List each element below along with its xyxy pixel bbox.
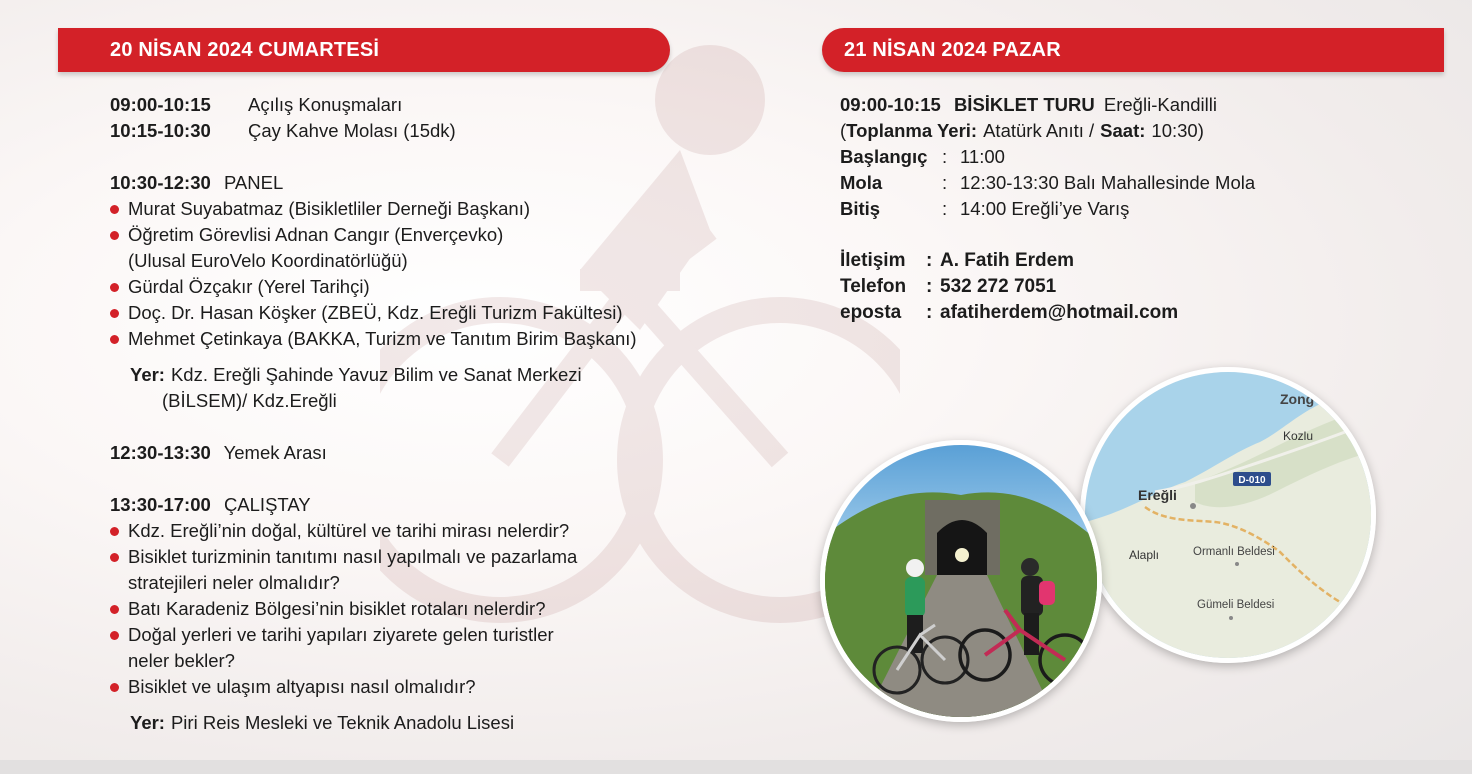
map-label-zonguldak: Zong [1280, 391, 1315, 407]
row-label: Bitiş [840, 198, 881, 219]
schedule-text: Açılış Konuşmaları [248, 94, 403, 115]
eregli-marker [1190, 503, 1196, 509]
lunch-text: Yemek Arası [223, 442, 327, 463]
workshop-questions [110, 518, 750, 700]
panel-header [110, 170, 750, 196]
route-map [1080, 367, 1376, 663]
schedule-row [110, 118, 750, 144]
day2-program [840, 92, 1440, 326]
contact-row-phone [840, 274, 1440, 300]
contact-sep: : [926, 250, 933, 271]
tour-header [840, 92, 1440, 118]
day1-banner: 20 NİSAN 2024 CUMARTESİ [58, 28, 670, 72]
tour-row-start [840, 144, 1440, 170]
contact-sep: : [926, 276, 933, 297]
tour-route: Ereğli-Kandilli [1103, 94, 1217, 115]
gather-time-label: Saat: [1100, 120, 1146, 141]
map-label-ormanli: Ormanlı Beldesi [1193, 546, 1275, 558]
list-item: Bisiklet ve ulaşım altyapısı nasıl olmalıdır? [110, 674, 750, 700]
list-item: Doç. Dr. Hasan Köşker (ZBEÜ, Kdz. Ereğli Turizm Fakültesi) [110, 300, 750, 326]
ormanli-marker [1235, 562, 1239, 566]
schedule-note: (15dk) [403, 120, 456, 141]
row-sep: : [942, 172, 948, 193]
tour-title: BİSİKLET TURU [953, 94, 1095, 115]
photo-svg [825, 445, 1097, 717]
venue-line2: (BİLSEM)/ Kdz.Ereğli [162, 390, 337, 411]
tunnel-opening [937, 520, 987, 575]
schedule-text: Çay Kahve Molası [248, 120, 399, 141]
list-item: Bisiklet turizminin tanıtımı nasıl yapılmalı ve pazarlama [110, 544, 750, 570]
list-item: Doğal yerleri ve tarihi yapıları ziyarete gelen turistler [110, 622, 750, 648]
workshop-title: ÇALIŞTAY [223, 494, 311, 515]
venue-text: Piri Reis Mesleki ve Teknik Anadolu Lisesi [170, 712, 515, 733]
schedule-time: 09:00-10:15 [110, 94, 211, 115]
tour-row-break [840, 170, 1440, 196]
row-value: 14:00 Ereğli’ye Varış [960, 198, 1130, 219]
venue-label: Yer: [130, 712, 165, 733]
workshop-venue [110, 710, 750, 736]
list-item: Mehmet Çetinkaya (BAKKA, Turizm ve Tanıtım Birim Başkanı) [110, 326, 750, 352]
venue-line1: Kdz. Ereğli Şahinde Yavuz Bilim ve Sanat Merkezi [170, 364, 582, 385]
map-label-eregli: Ereğli [1138, 487, 1177, 503]
gumeli-marker [1229, 616, 1233, 620]
map-svg [1085, 372, 1371, 658]
email-address[interactable]: afatiherdem@hotmail.com [940, 302, 1179, 323]
list-item-continued: stratejileri neler olmalıdır? [128, 572, 340, 593]
contact-sep: : [926, 302, 933, 323]
road-badge [1233, 472, 1271, 486]
day1-program [110, 92, 750, 736]
contact-row-name [840, 248, 1440, 274]
panel-venue [110, 362, 750, 388]
contact-label: Telefon [840, 276, 907, 297]
gather-time: 10:30) [1151, 120, 1204, 141]
footer-band [0, 760, 1472, 774]
row-label: Başlangıç [840, 146, 928, 167]
tour-row-end [840, 196, 1440, 222]
gather-place: Atatürk Anıtı / [983, 120, 1095, 141]
lunch-time: 12:30-13:30 [110, 442, 211, 463]
tunnel-light [955, 548, 969, 562]
list-item: Batı Karadeniz Bölgesi’nin bisiklet rotaları nelerdir? [110, 596, 750, 622]
day2-banner: 21 NİSAN 2024 PAZAR [822, 28, 1444, 72]
road-badge-text: D-010 [1238, 475, 1266, 486]
row-value: 11:00 [960, 146, 1005, 167]
panel-time: 10:30-12:30 [110, 172, 211, 193]
contact-label: İletişim [840, 250, 906, 271]
list-item-continued: neler bekler? [128, 650, 235, 671]
list-item: Öğretim Görevlisi Adnan Cangır (Enverçevko) [110, 222, 750, 248]
row-sep: : [942, 198, 948, 219]
panel-speakers [110, 196, 750, 352]
row-label: Mola [840, 172, 883, 193]
contact-value: A. Fatih Erdem [940, 250, 1075, 271]
list-item: Murat Suyabatmaz (Bisikletliler Derneği Başkanı) [110, 196, 750, 222]
workshop-time: 13:30-17:00 [110, 494, 211, 515]
gather-label: Toplanma Yeri: [846, 120, 978, 141]
panel-title: PANEL [223, 172, 284, 193]
map-label-kozlu: Kozlu [1283, 429, 1314, 443]
list-item-continued: (Ulusal EuroVelo Koordinatörlüğü) [128, 250, 408, 271]
paren: ( [840, 120, 847, 141]
contact-row-email [840, 300, 1440, 326]
lunch-row [110, 440, 750, 466]
cyclists-photo [820, 440, 1102, 722]
schedule-time: 10:15-10:30 [110, 120, 211, 141]
list-item: Gürdal Özçakır (Yerel Tarihçi) [110, 274, 750, 300]
tour-time: 09:00-10:15 [840, 94, 941, 115]
gathering-info [840, 118, 1440, 144]
row-value: 12:30-13:30 Balı Mahallesinde Mola [960, 172, 1256, 193]
map-label-alapli: Alaplı [1129, 548, 1160, 562]
list-item: Kdz. Ereğli’nin doğal, kültürel ve tarihi mirası nelerdir? [110, 518, 750, 544]
contact-label: eposta [840, 302, 902, 323]
phone-number: 532 272 7051 [940, 276, 1057, 297]
workshop-header [110, 492, 750, 518]
venue-label: Yer: [130, 364, 165, 385]
row-sep: : [942, 146, 948, 167]
schedule-row [110, 92, 750, 118]
map-label-gumeli: Gümeli Beldesi [1197, 599, 1275, 611]
